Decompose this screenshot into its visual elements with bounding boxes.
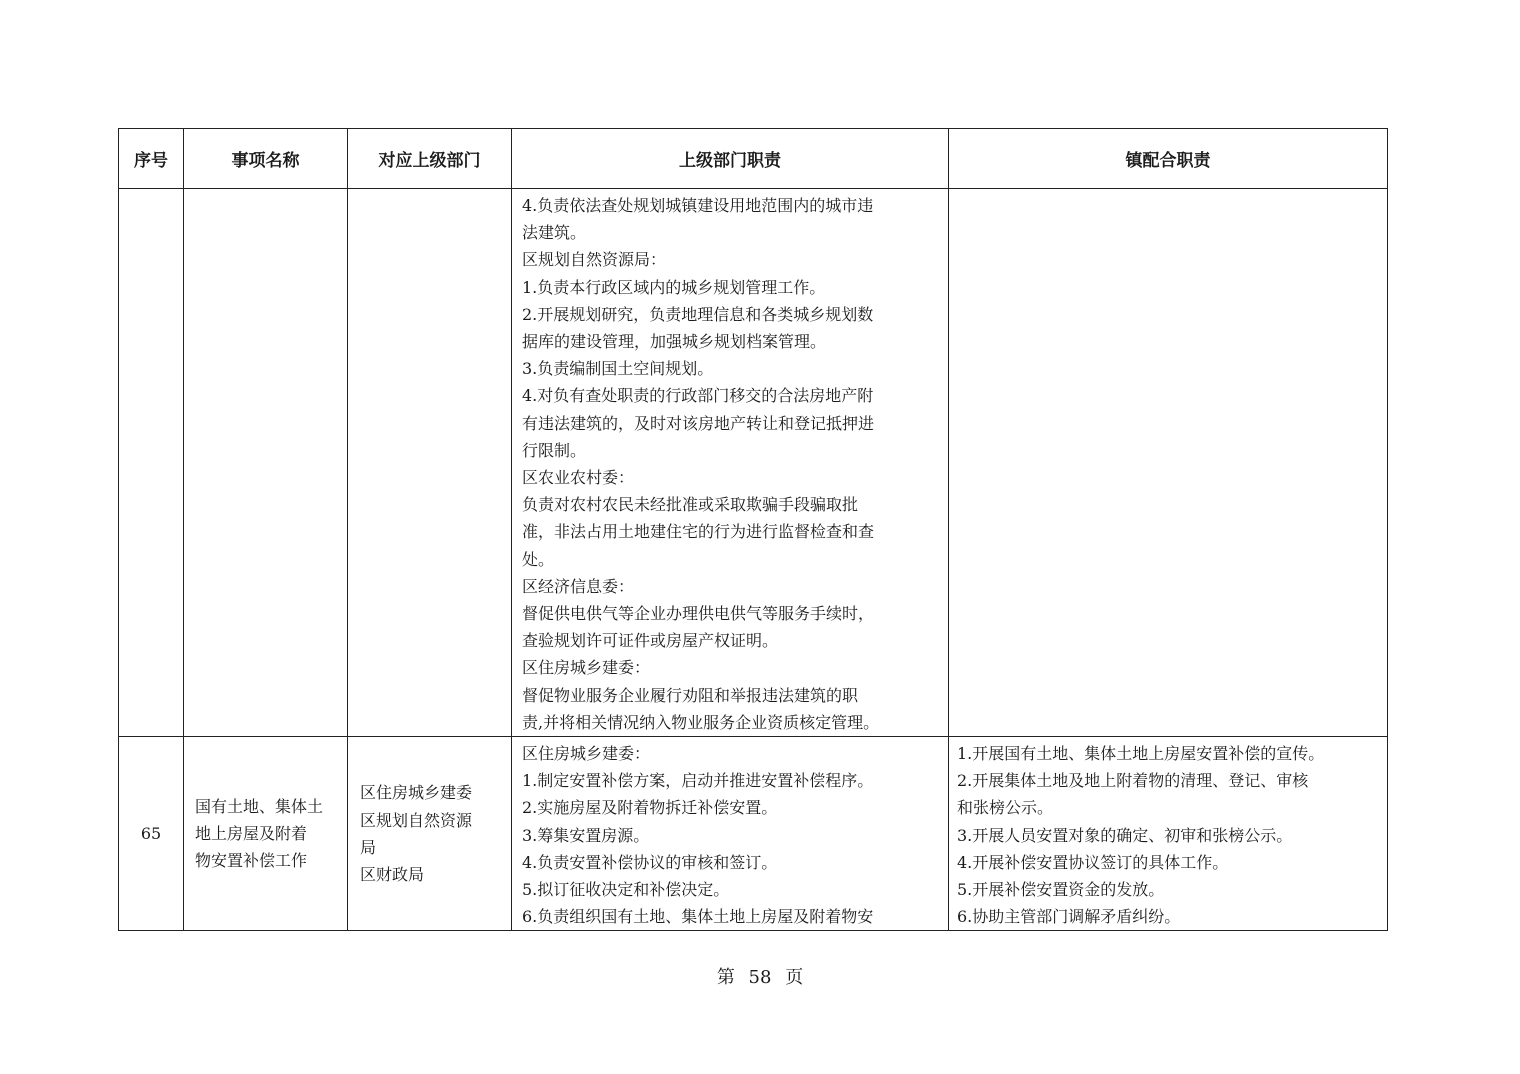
cell-text-line: 1.负责本行政区域内的城乡规划管理工作。 — [522, 277, 826, 297]
duty-table — [118, 128, 1388, 931]
cell-text-line: 2.开展规划研究，负责地理信息和各类城乡规划数 — [522, 304, 874, 324]
cell-text-line: 行限制。 — [522, 440, 587, 460]
cell-text-line: 督促物业服务企业履行劝阻和举报违法建筑的职 — [522, 685, 859, 705]
page-prefix: 第 — [716, 967, 735, 988]
cell-text-line: 6.协助主管部门调解矛盾纠纷。 — [957, 907, 1181, 927]
cell-text-line: 区农业农村委： — [522, 468, 635, 488]
cell-superior-duty — [512, 189, 949, 737]
cell-text-line: 6.负责组织国有土地、集体土地上房屋及附着物安 — [522, 907, 874, 927]
cell-text-line: 和张榜公示。 — [957, 798, 1054, 818]
cell-text-line: 1.制定安置补偿方案，启动并推进安置补偿程序。 — [522, 771, 874, 791]
cell-text-line: 区规划自然资源局： — [522, 250, 667, 270]
cell-text-line: 4.负责依法查处规划城镇建设用地范围内的城市违 — [522, 196, 874, 215]
cell-item-name — [184, 189, 348, 737]
cell-seq: 65 — [119, 737, 184, 931]
cell-text-line: 2.开展集体土地及地上附着物的清理、登记、审核 — [957, 771, 1309, 791]
cell-text-line: 物安置补偿工作 — [195, 851, 308, 871]
header-seq: 序号 — [119, 129, 184, 189]
cell-text-line: 3.开展人员安置对象的确定、初审和张榜公示。 — [957, 825, 1293, 845]
page-suffix: 页 — [785, 967, 804, 988]
cell-item-name — [184, 737, 348, 931]
cell-seq — [119, 189, 184, 737]
cell-text-line: 区住房城乡建委 — [360, 783, 473, 803]
cell-text-line: 查验规划许可证件或房屋产权证明。 — [522, 631, 779, 651]
cell-text-line: 处。 — [522, 549, 555, 569]
cell-text-line: 3.筹集安置房源。 — [522, 825, 650, 845]
cell-text-line: 负责对农村农民未经批准或采取欺骗手段骗取批 — [522, 495, 859, 515]
cell-text-line: 4.开展补偿安置协议签订的具体工作。 — [957, 852, 1229, 872]
header-item-name: 事项名称 — [184, 129, 348, 189]
cell-text-line: 3.负责编制国土空间规划。 — [522, 359, 714, 379]
cell-text-line: 区规划自然资源 — [360, 810, 473, 830]
cell-text-line: 区住房城乡建委： — [522, 744, 651, 764]
cell-text-line: 区住房城乡建委： — [522, 658, 651, 678]
cell-superior-dept — [348, 737, 512, 931]
cell-text-line: 准，非法占用土地建住宅的行为进行监督检查和查 — [522, 522, 875, 542]
cell-text-line: 责,并将相关情况纳入物业服务企业资质核定管理。 — [522, 712, 880, 732]
cell-town-duty — [949, 189, 1388, 737]
cell-town-duty — [949, 737, 1388, 931]
cell-text-line: 4.负责安置补偿协议的审核和签订。 — [522, 852, 778, 872]
header-superior-dept: 对应上级部门 — [348, 129, 512, 189]
table-row-continuation — [119, 189, 1388, 737]
cell-text-line: 督促供电供气等企业办理供电供气等服务手续时， — [522, 604, 875, 624]
cell-text-line: 5.开展补偿安置资金的发放。 — [957, 880, 1165, 900]
table-row-65 — [119, 737, 1388, 931]
page-number: 58 — [748, 967, 772, 988]
cell-text-line: 法建筑。 — [522, 223, 587, 243]
cell-text-line: 据库的建设管理，加强城乡规划档案管理。 — [522, 332, 827, 352]
cell-text-line: 地上房屋及附着 — [195, 824, 308, 844]
cell-superior-duty — [512, 737, 949, 931]
cell-text-line: 区财政局 — [360, 864, 425, 884]
cell-text-line: 1.开展国有土地、集体土地上房屋安置补偿的宣传。 — [957, 744, 1325, 764]
cell-text-line: 4.对负有查处职责的行政部门移交的合法房地产附 — [522, 386, 874, 406]
cell-superior-dept — [348, 189, 512, 737]
header-town-duty: 镇配合职责 — [949, 129, 1388, 189]
cell-text-line: 2.实施房屋及附着物拆迁补偿安置。 — [522, 798, 778, 818]
table-header-row — [119, 129, 1388, 189]
page-footer — [0, 963, 1520, 989]
cell-text-line: 局 — [360, 837, 377, 857]
cell-text-line: 区经济信息委： — [522, 576, 635, 596]
cell-text-line: 国有土地、集体土 — [195, 796, 324, 816]
cell-text-line: 5.拟订征收决定和补偿决定。 — [522, 880, 730, 900]
header-superior-duty: 上级部门职责 — [512, 129, 949, 189]
cell-text-line: 有违法建筑的，及时对该房地产转让和登记抵押进 — [522, 413, 875, 433]
